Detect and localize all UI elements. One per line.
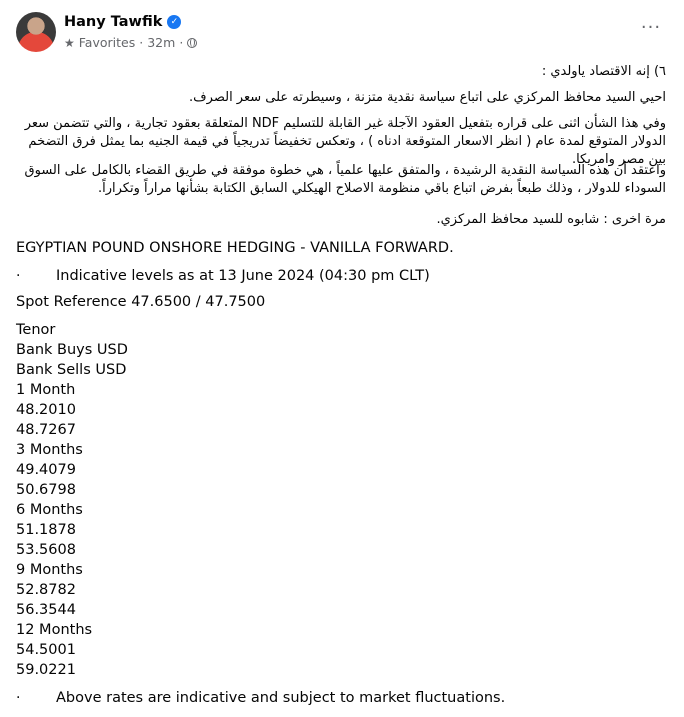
list-item: 56.3544 bbox=[16, 602, 76, 618]
arabic-paragraph-4: واعتقد أن هذه السياسة النقدية الرشيدة ، والمتفق عليها علمياً ، هي خطوة موفقة في طريق القضاء بالكامل على السوق السوداء للدولار ، وذلك طبعاً بفرض اتباع باقي منظومة الاصلاح الهيكلي السابق الكتابة بشأنها مراراً وتكراراً. bbox=[24, 163, 666, 196]
list-item: 49.4079 bbox=[16, 462, 76, 478]
list-item: 1 Month bbox=[16, 382, 76, 398]
forward-rates-list bbox=[16, 320, 128, 680]
list-item: Bank Sells USD bbox=[16, 362, 127, 378]
spot-reference: Spot Reference 47.6500 / 47.7500 bbox=[16, 294, 266, 310]
author-row bbox=[64, 14, 181, 30]
audience-label[interactable]: Favorites bbox=[78, 35, 136, 50]
arabic-line-5: مرة اخرى : شابوه للسيد محافظ المركزي. bbox=[436, 212, 666, 227]
list-item: 51.1878 bbox=[16, 522, 76, 538]
list-item: 9 Months bbox=[16, 562, 83, 578]
list-item: Tenor bbox=[16, 322, 56, 338]
meta-separator: · bbox=[179, 35, 184, 50]
arabic-line-2: احيي السيد محافظ المركزي على اتباع سياسة نقدية متزنة ، وسيطرته على سعر الصرف. bbox=[189, 90, 666, 105]
arabic-line-1: ٦) إنه الاقتصاد ياولدي : bbox=[541, 64, 666, 79]
post-meta bbox=[64, 35, 197, 50]
list-item: 48.7267 bbox=[16, 422, 76, 438]
hedging-heading: EGYPTIAN POUND ONSHORE HEDGING - VANILLA FORWARD. bbox=[16, 240, 454, 256]
arabic-paragraph-3: وفي هذا الشأن اثنى على قراره بتفعيل العقود الآجلة غير القابلة للتسليم NDF المتعلقة بعقود تجارية ، والتي تتضمن سعر الدولار المتوقع لمدة عام ( انظر الاسعار المتوقعة ادناه ) ، وتعكس تخفيضاً تدريجياً في قيمة الجنيه بما يمثل فرق التضخم بين مصر وامريكا. bbox=[24, 116, 666, 167]
list-item: Bank Buys USD bbox=[16, 342, 128, 358]
list-item: 54.5001 bbox=[16, 642, 76, 658]
rates-disclaimer: Above rates are indicative and subject to market fluctuations. bbox=[56, 690, 506, 706]
list-item: 53.5608 bbox=[16, 542, 76, 558]
list-item: 6 Months bbox=[16, 502, 83, 518]
bullet-marker: · bbox=[16, 690, 21, 706]
globe-icon[interactable] bbox=[187, 38, 197, 48]
star-icon: ★ bbox=[64, 35, 75, 50]
list-item: 3 Months bbox=[16, 442, 83, 458]
bullet-marker: · bbox=[16, 268, 21, 284]
more-options-button[interactable]: ··· bbox=[640, 17, 662, 38]
author-avatar[interactable] bbox=[16, 12, 56, 52]
list-item: 12 Months bbox=[16, 622, 93, 638]
indicative-levels-text: Indicative levels as at 13 June 2024 (04:30 pm CLT) bbox=[56, 268, 430, 284]
list-item: 48.2010 bbox=[16, 402, 76, 418]
list-item: 52.8782 bbox=[16, 582, 76, 598]
list-item: 59.0221 bbox=[16, 662, 76, 678]
author-name[interactable]: Hany Tawfik bbox=[64, 14, 163, 30]
post-header bbox=[0, 0, 684, 60]
meta-separator: · bbox=[139, 35, 144, 50]
verified-badge-icon: ✓ bbox=[167, 15, 181, 29]
post-time[interactable]: 32m bbox=[147, 35, 176, 50]
list-item: 50.6798 bbox=[16, 482, 76, 498]
